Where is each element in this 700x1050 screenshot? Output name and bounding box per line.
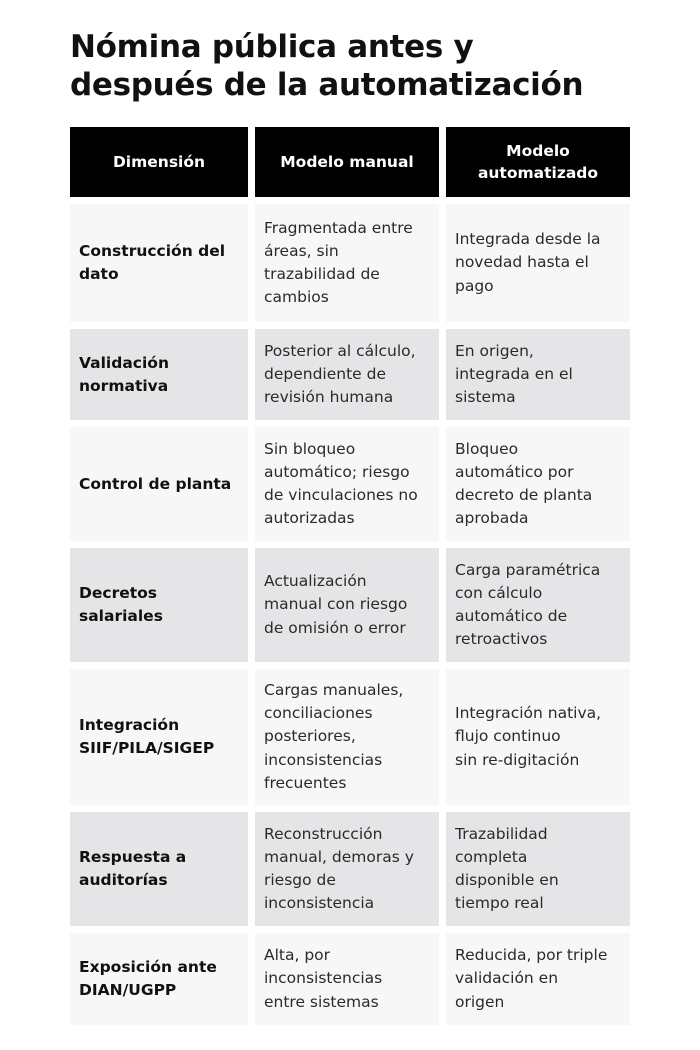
table-row-dimension: Construcción del dato <box>70 204 248 322</box>
table-row-automated: Reducida, por triple validación en origen <box>446 933 630 1025</box>
table-row-manual: Posterior al cálculo, dependiente de revisión humana <box>255 329 439 420</box>
table-row-dimension: Control de planta <box>70 427 248 541</box>
table-row-automated: En origen, integrada en el sistema <box>446 329 630 420</box>
table-row-dimension: Decretos salariales <box>70 548 248 662</box>
table-row-automated: Integración nativa, flujo continuo sin re-digitación <box>446 669 630 805</box>
table-row-dimension: Integración SIIF/PILA/SIGEP <box>70 669 248 805</box>
table-row-manual: Reconstrucción manual, demoras y riesgo de inconsistencia <box>255 812 439 926</box>
table-row-manual: Alta, por inconsistencias entre sistemas <box>255 933 439 1025</box>
header-automated-model: Modelo automatizado <box>446 127 630 197</box>
table-row-manual: Sin bloqueo automático; riesgo de vinculaciones no autorizadas <box>255 427 439 541</box>
table-row-manual: Fragmentada entre áreas, sin trazabilidad de cambios <box>255 204 439 322</box>
table-row-dimension: Validación normativa <box>70 329 248 420</box>
comparison-table <box>70 127 630 1025</box>
table-row-manual: Actualización manual con riesgo de omisión o error <box>255 548 439 662</box>
table-row-manual: Cargas manuales, conciliaciones posteriores, inconsistencias frecuentes <box>255 669 439 805</box>
table-row-automated: Bloqueo automático por decreto de planta aprobada <box>446 427 630 541</box>
page-title: Nómina pública antes y después de la automatización <box>70 29 584 103</box>
table-row-dimension: Respuesta a auditorías <box>70 812 248 926</box>
table-row-automated: Integrada desde la novedad hasta el pago <box>446 204 630 322</box>
table-row-automated: Trazabilidad completa disponible en tiempo real <box>446 812 630 926</box>
table-row-automated: Carga paramétrica con cálculo automático de retroactivos <box>446 548 630 662</box>
header-manual-model: Modelo manual <box>255 127 439 197</box>
table-row-dimension: Exposición ante DIAN/UGPP <box>70 933 248 1025</box>
header-dimension: Dimensión <box>70 127 248 197</box>
